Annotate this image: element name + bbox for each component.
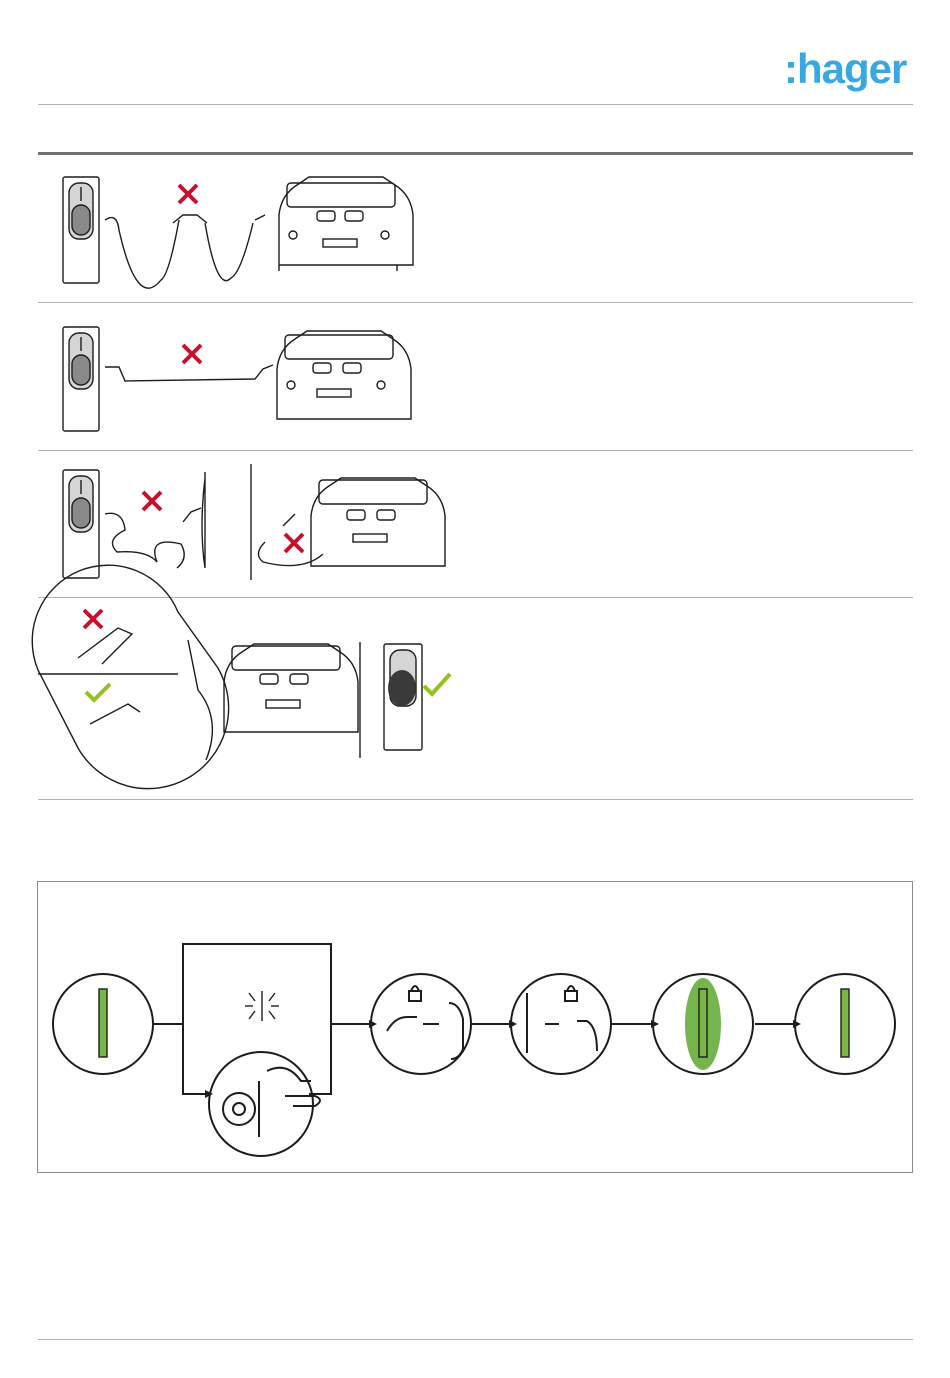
charging-sequence-diagram bbox=[37, 881, 913, 1173]
plug-vehicle-circle bbox=[371, 974, 471, 1074]
led-blinking-icon bbox=[245, 991, 279, 1021]
logo-text: :hager bbox=[784, 45, 907, 92]
cross-icon bbox=[84, 610, 102, 628]
plug-socket-icon bbox=[388, 670, 416, 706]
hager-logo bbox=[784, 45, 907, 92]
section-divider bbox=[38, 799, 913, 800]
row-divider bbox=[38, 302, 913, 303]
footer-divider bbox=[38, 1339, 913, 1340]
led-steady-final-icon bbox=[841, 989, 849, 1057]
scenario-tangled-cable bbox=[55, 462, 455, 602]
car-front-icon bbox=[279, 177, 413, 271]
led-steady-icon bbox=[99, 989, 107, 1057]
scenario-taut-cable bbox=[55, 315, 455, 455]
cross-icon bbox=[183, 345, 201, 363]
section-divider bbox=[38, 152, 913, 155]
header-divider bbox=[38, 104, 913, 105]
row-divider bbox=[38, 450, 913, 451]
cross-icon bbox=[179, 185, 197, 203]
scenario-coiled-cable bbox=[55, 165, 455, 305]
car-front-icon bbox=[224, 644, 358, 732]
car-front-icon bbox=[311, 478, 445, 566]
car-front-icon bbox=[277, 331, 411, 419]
cross-icon bbox=[143, 492, 303, 552]
scenario-plug-insertion bbox=[38, 600, 458, 770]
